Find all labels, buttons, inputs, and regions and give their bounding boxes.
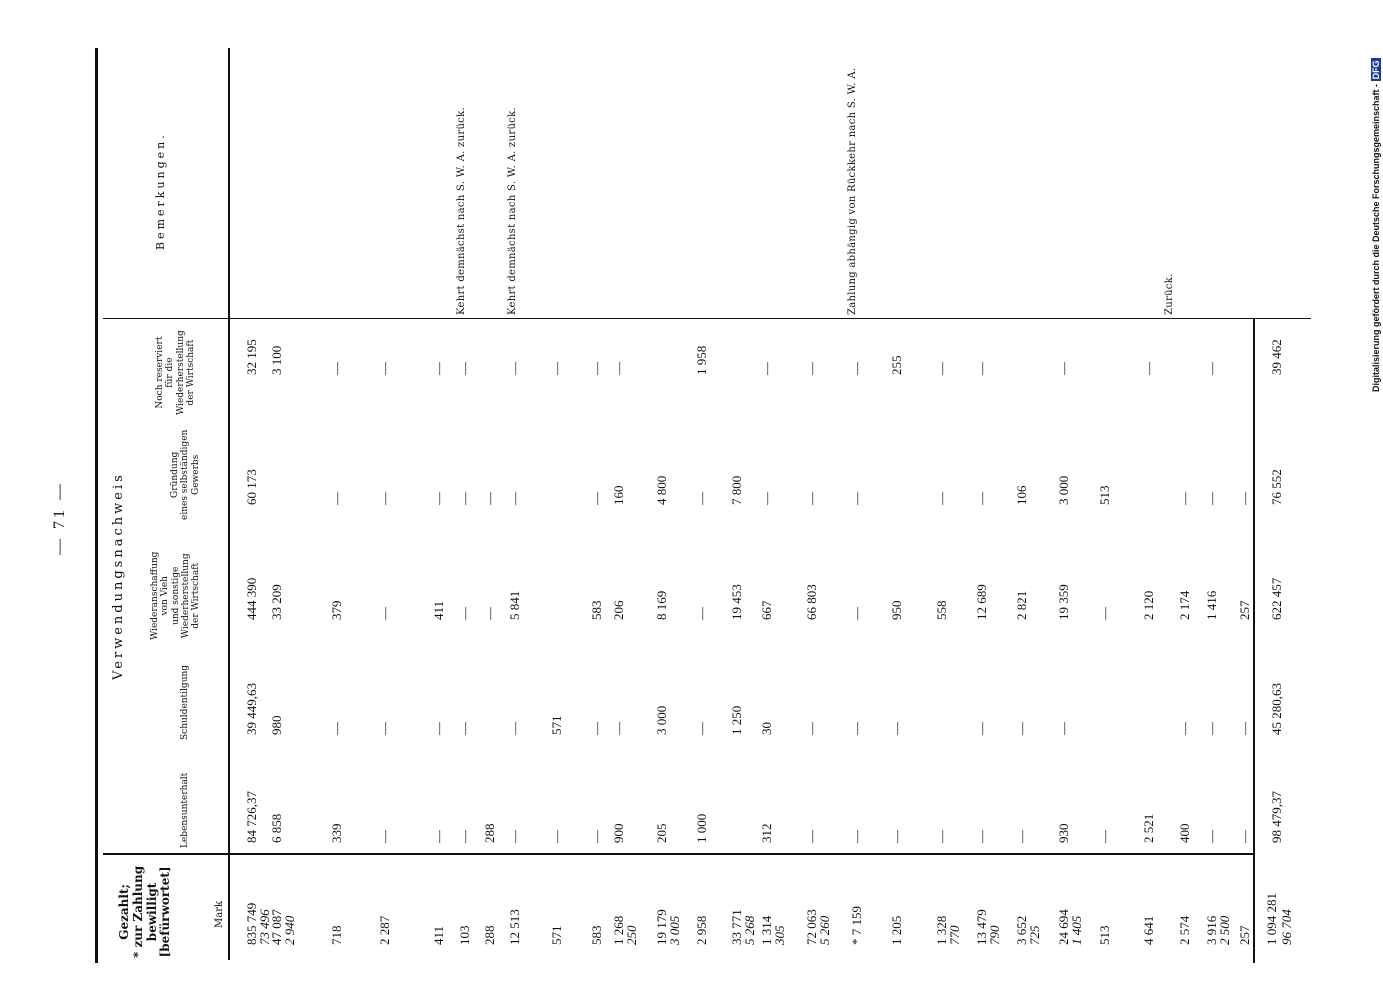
total-lebensunterhalt: 98 479,37: [1269, 791, 1284, 843]
cell-gezahlt: * 7 159: [849, 906, 864, 945]
cell-schuld: —: [589, 722, 604, 735]
cell-wieder: 411: [431, 600, 446, 620]
cell-wieder: —: [849, 607, 864, 620]
cell-wieder: 2 120: [1141, 590, 1156, 620]
cell-schuld: —: [974, 722, 989, 735]
cell-res: —: [611, 362, 626, 375]
header-bemerkungen: Bemerkungen.: [154, 132, 167, 250]
cell-gezahlt: 3 652: [1014, 915, 1029, 945]
cell-gezahlt: 257: [1237, 925, 1252, 945]
cell-res: —: [1204, 362, 1219, 375]
cell-gruend: —: [482, 492, 497, 505]
cell-wieder: 257: [1237, 600, 1252, 620]
cell-gezahlt: 288: [482, 925, 497, 945]
cell-leb: —: [431, 830, 446, 843]
cell-gezahlt-2: 5 268: [742, 915, 757, 945]
cell-leb: —: [1204, 830, 1219, 843]
cell-res: —: [507, 362, 522, 375]
cell-schuld: —: [804, 722, 819, 735]
cell-schuld: 571: [549, 715, 564, 735]
cell-res: —: [804, 362, 819, 375]
cell-gruend: 513: [1097, 485, 1112, 505]
cell-wieder: —: [377, 607, 392, 620]
cell-gezahlt: 12 513: [507, 909, 522, 945]
rule-header-bottom: [228, 48, 230, 960]
cell-gruend: —: [974, 492, 989, 505]
dfg-logo: DFG: [1371, 60, 1381, 80]
cell-wieder: 558: [934, 600, 949, 620]
cell-wieder: 66 803: [804, 584, 819, 620]
cell-res: —: [974, 362, 989, 375]
cell-gezahlt-2: 2 940: [282, 915, 297, 945]
cell-wieder: 12 689: [974, 584, 989, 620]
cell-gruend: —: [1237, 492, 1252, 505]
cell-wieder: 950: [889, 600, 904, 620]
rule-totals: [1253, 318, 1255, 963]
page-number: — 71 —: [51, 481, 68, 555]
total-wiederanschaffung: 622 457: [1269, 577, 1284, 620]
cell-leb: —: [377, 830, 392, 843]
cell-leb: —: [849, 830, 864, 843]
cell-wieder: 19 453: [729, 584, 744, 620]
cell-gezahlt: 103: [457, 925, 472, 945]
cell-schuld: —: [457, 722, 472, 735]
cell-schuld: —: [1014, 722, 1029, 735]
cell-gruend: —: [934, 492, 949, 505]
cell-gruend: —: [1204, 492, 1219, 505]
cell-gezahlt-2: 2 500: [1217, 915, 1232, 945]
cell-schuld: —: [889, 722, 904, 735]
cell-gruend: 4 800: [654, 475, 669, 505]
cell-gezahlt-2: 250: [624, 925, 639, 945]
cell-gezahlt: 4 641: [1141, 915, 1156, 945]
cell-wieder: 2 174: [1177, 590, 1192, 620]
cell-gruend: —: [377, 492, 392, 505]
header-mark: Mark: [214, 900, 225, 928]
total-reserviert: 39 462: [1269, 339, 1284, 375]
total-schuldentilgung: 45 280,63: [1269, 683, 1284, 735]
rule-col-gezahlt: [103, 853, 1253, 855]
total-gezahlt-2: 96 704: [1279, 909, 1294, 945]
remark-1: Kehrt demnächst nach S. W. A. zurück.: [456, 107, 467, 315]
cell-gruend: 160: [611, 485, 626, 505]
cell-gezahlt: 3 916: [1204, 915, 1219, 945]
header-gezahlt: Gezahlt; * zur Zahlung bewilligt [befürwortet]: [117, 865, 173, 958]
cell-gruend: —: [804, 492, 819, 505]
cell-schuld: 980: [269, 715, 284, 735]
cell-leb: —: [507, 830, 522, 843]
cell-leb: 900: [611, 823, 626, 843]
cell-wieder: 33 209: [269, 584, 284, 620]
cell-gezahlt: 571: [549, 925, 564, 945]
cell-gezahlt: 47 087: [269, 909, 284, 945]
cell-gruend: 60 173: [244, 469, 259, 505]
cell-gezahlt: 1 268: [611, 915, 626, 945]
cell-gruend: —: [431, 492, 446, 505]
cell-wieder: 2 821: [1014, 590, 1029, 620]
cell-schuld: —: [1056, 722, 1071, 735]
cell-schuld: —: [611, 722, 626, 735]
cell-res: —: [457, 362, 472, 375]
cell-gezahlt-2: 305: [772, 925, 787, 945]
cell-schuld: —: [507, 722, 522, 735]
cell-res: —: [589, 362, 604, 375]
cell-gruend: 7 800: [729, 475, 744, 505]
cell-res: —: [1056, 362, 1071, 375]
cell-leb: 312: [759, 823, 774, 843]
cell-schuld: 30: [759, 722, 774, 735]
cell-gruend: —: [759, 492, 774, 505]
cell-gezahlt: 1 314: [759, 915, 774, 945]
cell-res: —: [849, 362, 864, 375]
cell-gezahlt-2: 725: [1027, 925, 1042, 945]
header-reserviert: Noch reserviert für die Wiederherstellung der Wirtschaft: [155, 330, 197, 415]
cell-gezahlt: 13 479: [974, 909, 989, 945]
cell-leb: 400: [1177, 823, 1192, 843]
cell-wieder: 19 359: [1056, 584, 1071, 620]
remark-4: Zurück.: [1164, 273, 1175, 315]
cell-gezahlt-2: 790: [987, 925, 1002, 945]
cell-leb: 6 858: [269, 813, 284, 843]
cell-wieder: 583: [589, 600, 604, 620]
cell-leb: 930: [1056, 823, 1071, 843]
cell-res: 32 195: [244, 339, 259, 375]
cell-res: 3 100: [269, 345, 284, 375]
cell-leb: 288: [482, 823, 497, 843]
rule-subheader: [103, 318, 1311, 319]
cell-res: —: [759, 362, 774, 375]
cell-gruend: —: [507, 492, 522, 505]
cell-leb: 339: [329, 823, 344, 843]
cell-gezahlt: 72 063: [804, 909, 819, 945]
cell-gruend: 106: [1014, 485, 1029, 505]
cell-gruend: 3 000: [1056, 475, 1071, 505]
cell-res: —: [549, 362, 564, 375]
cell-gezahlt: 33 771: [729, 909, 744, 945]
footer-credit: [1372, 58, 1381, 392]
cell-wieder: —: [694, 607, 709, 620]
cell-wieder: 1 416: [1204, 590, 1219, 620]
cell-gezahlt-2: 5 260: [817, 915, 832, 945]
cell-gruend: —: [589, 492, 604, 505]
rule-left-outer: [95, 48, 98, 963]
cell-gezahlt: 718: [329, 925, 344, 945]
cell-gezahlt: 583: [589, 925, 604, 945]
cell-gezahlt: 2 958: [694, 915, 709, 945]
cell-wieder: —: [1097, 607, 1112, 620]
cell-schuld: —: [849, 722, 864, 735]
cell-wieder: —: [457, 607, 472, 620]
cell-wieder: 667: [759, 600, 774, 620]
cell-leb: —: [1237, 830, 1252, 843]
cell-gezahlt: 1 328: [934, 915, 949, 945]
cell-leb: —: [934, 830, 949, 843]
footer-text: Digitalisierung gefördert durch die Deutsche Forschungsgemeinschaft -: [1371, 83, 1381, 392]
cell-wieder: 444 390: [244, 577, 259, 620]
cell-leb: —: [589, 830, 604, 843]
cell-gezahlt-2: 3 005: [667, 915, 682, 945]
cell-schuld: —: [1237, 722, 1252, 735]
cell-gruend: —: [1177, 492, 1192, 505]
cell-schuld: —: [694, 722, 709, 735]
total-gruendung: 76 552: [1269, 469, 1284, 505]
cell-gezahlt-2: 1 405: [1069, 915, 1084, 945]
cell-leb: —: [549, 830, 564, 843]
cell-res: —: [431, 362, 446, 375]
cell-schuld: 3 000: [654, 705, 669, 735]
cell-schuld: —: [329, 722, 344, 735]
cell-gezahlt-2: 770: [947, 925, 962, 945]
cell-leb: 1 000: [694, 813, 709, 843]
cell-gezahlt: 2 574: [1177, 915, 1192, 945]
cell-gezahlt: 411: [431, 925, 446, 945]
cell-leb: —: [1097, 830, 1112, 843]
cell-leb: —: [889, 830, 904, 843]
header-gruendung: Gründung eines selbständigen Gewerbs: [170, 429, 201, 520]
cell-schuld: —: [1204, 722, 1219, 735]
cell-res: —: [934, 362, 949, 375]
cell-res: —: [1141, 362, 1156, 375]
cell-gruend: —: [849, 492, 864, 505]
cell-gruend: —: [457, 492, 472, 505]
cell-leb: 205: [654, 823, 669, 843]
cell-schuld: 39 449,63: [244, 683, 259, 735]
cell-leb: —: [1014, 830, 1029, 843]
header-wiederanschaffung: Wiederanschaffung von Vieh und sonstige Wiederherstellung der Wirtschaft: [150, 551, 202, 640]
cell-wieder: —: [482, 607, 497, 620]
cell-schuld: —: [377, 722, 392, 735]
cell-leb: 84 726,37: [244, 791, 259, 843]
cell-res: 1 958: [694, 345, 709, 375]
cell-gezahlt: 19 179: [654, 909, 669, 945]
cell-leb: 2 521: [1141, 813, 1156, 843]
cell-gezahlt: 835 749: [244, 902, 259, 945]
cell-gezahlt-2: 73 496: [257, 909, 272, 945]
cell-gezahlt: 513: [1097, 925, 1112, 945]
cell-wieder: 5 841: [507, 590, 522, 620]
cell-gruend: —: [694, 492, 709, 505]
cell-schuld: —: [431, 722, 446, 735]
header-verwendungsnachweis: Verwendungsnachweis: [111, 472, 126, 680]
cell-gezahlt: 2 287: [377, 915, 392, 945]
cell-leb: —: [804, 830, 819, 843]
cell-leb: —: [457, 830, 472, 843]
cell-leb: —: [974, 830, 989, 843]
cell-gezahlt: 24 694: [1056, 909, 1071, 945]
cell-res: —: [377, 362, 392, 375]
remark-3: Zahlung abhängig von Rückkehr nach S. W. A.: [847, 67, 858, 315]
header-schuldentilgung: Schuldentilgung: [180, 664, 190, 740]
cell-gruend: —: [329, 492, 344, 505]
cell-schuld: —: [1177, 722, 1192, 735]
remark-2: Kehrt demnächst nach S. W. A. zurück.: [507, 107, 518, 315]
total-gezahlt: 1 094 281: [1264, 893, 1279, 945]
cell-res: 255: [889, 355, 904, 375]
cell-res: —: [329, 362, 344, 375]
header-lebensunterhalt: Lebensunterhalt: [180, 772, 190, 848]
cell-wieder: 379: [329, 600, 344, 620]
cell-schuld: 1 250: [729, 705, 744, 735]
cell-gezahlt: 1 205: [889, 915, 904, 945]
cell-wieder: 8 169: [654, 590, 669, 620]
cell-wieder: 206: [611, 600, 626, 620]
